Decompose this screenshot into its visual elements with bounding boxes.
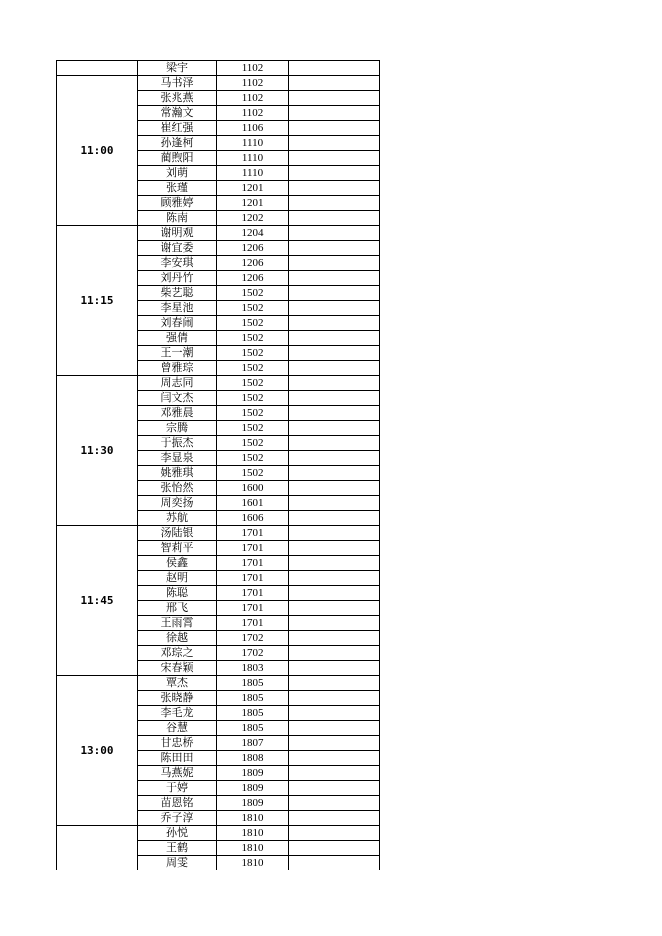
empty-cell — [289, 691, 380, 706]
name-cell: 于振杰 — [138, 436, 217, 451]
name-cell: 李星池 — [138, 301, 217, 316]
empty-cell — [289, 496, 380, 511]
room-cell: 1502 — [217, 301, 289, 316]
room-cell: 1600 — [217, 481, 289, 496]
empty-cell — [289, 61, 380, 76]
room-cell: 1502 — [217, 286, 289, 301]
empty-cell — [289, 826, 380, 841]
empty-cell — [289, 271, 380, 286]
room-cell: 1502 — [217, 451, 289, 466]
name-cell: 智莉平 — [138, 541, 217, 556]
name-cell: 汤陆银 — [138, 526, 217, 541]
room-cell: 1502 — [217, 316, 289, 331]
empty-cell — [289, 736, 380, 751]
name-cell: 乔子淳 — [138, 811, 217, 826]
empty-cell — [289, 706, 380, 721]
empty-cell — [289, 256, 380, 271]
name-cell: 王雨霄 — [138, 616, 217, 631]
name-cell: 侯鑫 — [138, 556, 217, 571]
room-cell: 1106 — [217, 121, 289, 136]
empty-cell — [289, 601, 380, 616]
name-cell: 张瑾 — [138, 181, 217, 196]
name-cell: 陈南 — [138, 211, 217, 226]
empty-cell — [289, 286, 380, 301]
name-cell: 周雯 — [138, 856, 217, 871]
empty-cell — [289, 361, 380, 376]
empty-cell — [289, 106, 380, 121]
empty-cell — [289, 346, 380, 361]
room-cell: 1606 — [217, 511, 289, 526]
room-cell: 1206 — [217, 241, 289, 256]
name-cell: 宋春颖 — [138, 661, 217, 676]
empty-cell — [289, 661, 380, 676]
room-cell: 1201 — [217, 196, 289, 211]
table-row — [57, 826, 380, 841]
name-cell: 甘忠桥 — [138, 736, 217, 751]
name-cell: 李毛龙 — [138, 706, 217, 721]
empty-cell — [289, 301, 380, 316]
name-cell: 柴艺聪 — [138, 286, 217, 301]
room-cell: 1701 — [217, 586, 289, 601]
empty-cell — [289, 541, 380, 556]
room-cell: 1810 — [217, 811, 289, 826]
empty-cell — [289, 316, 380, 331]
empty-cell — [289, 721, 380, 736]
room-cell: 1601 — [217, 496, 289, 511]
empty-cell — [289, 796, 380, 811]
name-cell: 马书泽 — [138, 76, 217, 91]
name-cell: 刘春闹 — [138, 316, 217, 331]
empty-cell — [289, 76, 380, 91]
room-cell: 1502 — [217, 436, 289, 451]
room-cell: 1206 — [217, 256, 289, 271]
empty-cell — [289, 751, 380, 766]
empty-cell — [289, 166, 380, 181]
room-cell: 1701 — [217, 571, 289, 586]
empty-cell — [289, 421, 380, 436]
schedule-body — [57, 61, 380, 871]
empty-cell — [289, 646, 380, 661]
time-slot-cell — [57, 826, 138, 871]
room-cell: 1502 — [217, 346, 289, 361]
name-cell: 张兆燕 — [138, 91, 217, 106]
room-cell: 1502 — [217, 376, 289, 391]
name-cell: 马燕妮 — [138, 766, 217, 781]
time-slot-cell: 11:00 — [57, 76, 138, 226]
empty-cell — [289, 151, 380, 166]
name-cell: 常瀚文 — [138, 106, 217, 121]
name-cell: 陈田田 — [138, 751, 217, 766]
room-cell: 1701 — [217, 601, 289, 616]
schedule-table — [56, 60, 380, 870]
room-cell: 1102 — [217, 76, 289, 91]
table-row — [57, 76, 380, 91]
table-row — [57, 226, 380, 241]
name-cell: 蔺煦阳 — [138, 151, 217, 166]
room-cell: 1502 — [217, 406, 289, 421]
room-cell: 1809 — [217, 766, 289, 781]
room-cell: 1810 — [217, 856, 289, 871]
table-row — [57, 526, 380, 541]
name-cell: 孙悦 — [138, 826, 217, 841]
empty-cell — [289, 841, 380, 856]
name-cell: 陈聪 — [138, 586, 217, 601]
room-cell: 1702 — [217, 631, 289, 646]
empty-cell — [289, 451, 380, 466]
room-cell: 1110 — [217, 166, 289, 181]
name-cell: 邢飞 — [138, 601, 217, 616]
empty-cell — [289, 766, 380, 781]
empty-cell — [289, 436, 380, 451]
empty-cell — [289, 811, 380, 826]
empty-cell — [289, 136, 380, 151]
empty-cell — [289, 676, 380, 691]
room-cell: 1805 — [217, 706, 289, 721]
empty-cell — [289, 526, 380, 541]
room-cell: 1502 — [217, 421, 289, 436]
time-slot-cell: 11:30 — [57, 376, 138, 526]
time-slot-cell: 11:15 — [57, 226, 138, 376]
room-cell: 1701 — [217, 616, 289, 631]
name-cell: 曾雅琮 — [138, 361, 217, 376]
name-cell: 刘丹竹 — [138, 271, 217, 286]
name-cell: 王鹤 — [138, 841, 217, 856]
name-cell: 邓雅晨 — [138, 406, 217, 421]
name-cell: 苏航 — [138, 511, 217, 526]
empty-cell — [289, 631, 380, 646]
name-cell: 徐越 — [138, 631, 217, 646]
room-cell: 1110 — [217, 136, 289, 151]
name-cell: 李安琪 — [138, 256, 217, 271]
room-cell: 1807 — [217, 736, 289, 751]
time-slot-cell: 11:45 — [57, 526, 138, 676]
name-cell: 李显泉 — [138, 451, 217, 466]
room-cell: 1201 — [217, 181, 289, 196]
empty-cell — [289, 406, 380, 421]
name-cell: 王一潮 — [138, 346, 217, 361]
name-cell: 梁宇 — [138, 61, 217, 76]
name-cell: 谢明观 — [138, 226, 217, 241]
empty-cell — [289, 466, 380, 481]
empty-cell — [289, 586, 380, 601]
room-cell: 1702 — [217, 646, 289, 661]
name-cell: 周奕扬 — [138, 496, 217, 511]
room-cell: 1805 — [217, 676, 289, 691]
table-row — [57, 376, 380, 391]
name-cell: 邓琮之 — [138, 646, 217, 661]
empty-cell — [289, 481, 380, 496]
empty-cell — [289, 226, 380, 241]
name-cell: 周志同 — [138, 376, 217, 391]
room-cell: 1102 — [217, 91, 289, 106]
table-row — [57, 676, 380, 691]
room-cell: 1701 — [217, 526, 289, 541]
empty-cell — [289, 196, 380, 211]
empty-cell — [289, 391, 380, 406]
empty-cell — [289, 616, 380, 631]
name-cell: 赵明 — [138, 571, 217, 586]
name-cell: 张晓静 — [138, 691, 217, 706]
room-cell: 1502 — [217, 391, 289, 406]
room-cell: 1810 — [217, 841, 289, 856]
room-cell: 1809 — [217, 781, 289, 796]
empty-cell — [289, 571, 380, 586]
name-cell: 孙逢柯 — [138, 136, 217, 151]
room-cell: 1701 — [217, 541, 289, 556]
room-cell: 1502 — [217, 331, 289, 346]
room-cell: 1809 — [217, 796, 289, 811]
empty-cell — [289, 211, 380, 226]
room-cell: 1808 — [217, 751, 289, 766]
name-cell: 谢宜委 — [138, 241, 217, 256]
empty-cell — [289, 181, 380, 196]
empty-cell — [289, 511, 380, 526]
name-cell: 强倩 — [138, 331, 217, 346]
room-cell: 1202 — [217, 211, 289, 226]
empty-cell — [289, 91, 380, 106]
table-row — [57, 61, 380, 76]
name-cell: 宗腾 — [138, 421, 217, 436]
room-cell: 1502 — [217, 361, 289, 376]
empty-cell — [289, 376, 380, 391]
name-cell: 刘萌 — [138, 166, 217, 181]
time-slot-cell — [57, 61, 138, 76]
name-cell: 崔红强 — [138, 121, 217, 136]
room-cell: 1110 — [217, 151, 289, 166]
room-cell: 1204 — [217, 226, 289, 241]
name-cell: 于婷 — [138, 781, 217, 796]
room-cell: 1206 — [217, 271, 289, 286]
room-cell: 1701 — [217, 556, 289, 571]
room-cell: 1803 — [217, 661, 289, 676]
room-cell: 1805 — [217, 721, 289, 736]
room-cell: 1805 — [217, 691, 289, 706]
room-cell: 1102 — [217, 61, 289, 76]
room-cell: 1810 — [217, 826, 289, 841]
empty-cell — [289, 241, 380, 256]
name-cell: 覃杰 — [138, 676, 217, 691]
empty-cell — [289, 781, 380, 796]
empty-cell — [289, 856, 380, 871]
name-cell: 谷慧 — [138, 721, 217, 736]
name-cell: 闫文杰 — [138, 391, 217, 406]
empty-cell — [289, 121, 380, 136]
room-cell: 1502 — [217, 466, 289, 481]
name-cell: 姚雅琪 — [138, 466, 217, 481]
name-cell: 顾雅婷 — [138, 196, 217, 211]
name-cell: 苗恩铭 — [138, 796, 217, 811]
empty-cell — [289, 331, 380, 346]
name-cell: 张怡然 — [138, 481, 217, 496]
time-slot-cell: 13:00 — [57, 676, 138, 826]
room-cell: 1102 — [217, 106, 289, 121]
empty-cell — [289, 556, 380, 571]
